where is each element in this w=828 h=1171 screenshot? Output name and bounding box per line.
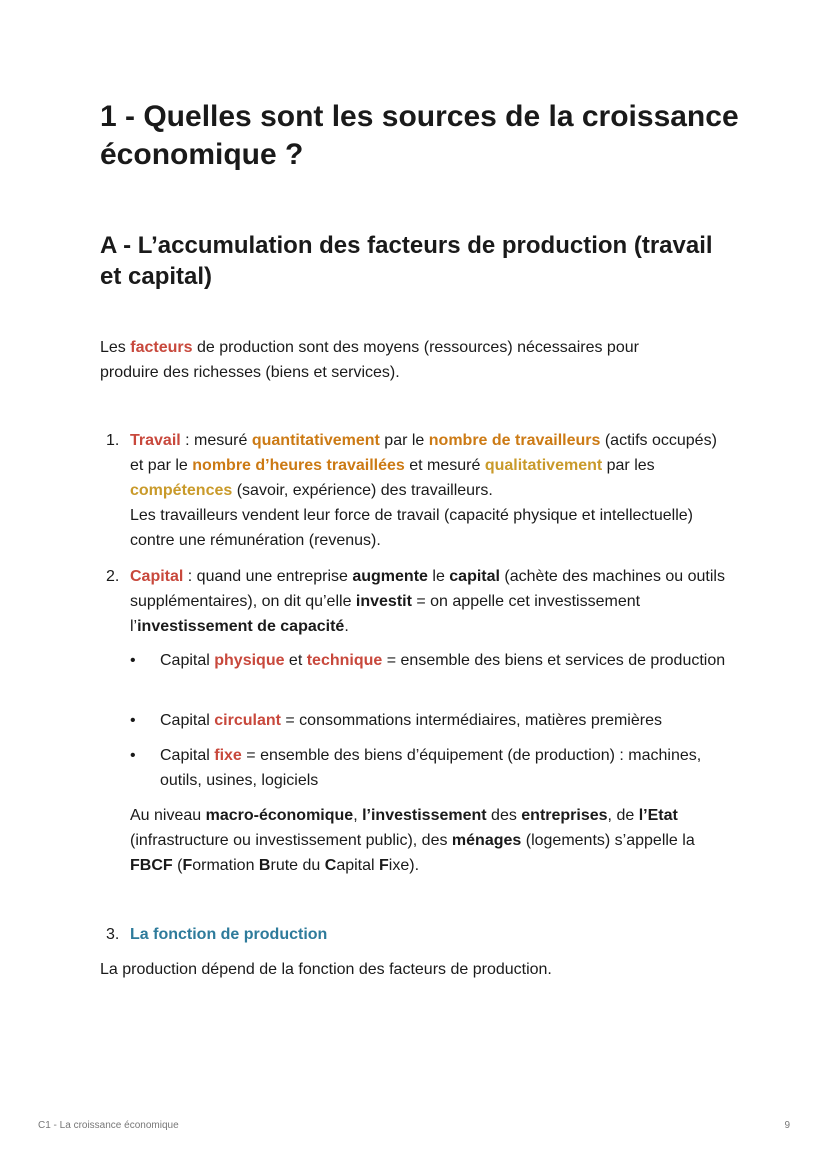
term-facteurs: facteurs bbox=[130, 339, 193, 356]
list-number: 1. bbox=[106, 432, 120, 449]
list-number: 3. bbox=[106, 926, 120, 943]
macro-paragraph: Au niveau macro-économique, l’investissement des entreprises, de l’Etat (infrastructure ou investissement public), des ménages (logements) s’appelle la FBCF (Formation Brute du Capital Fixe). bbox=[130, 807, 695, 874]
section-heading-a: A - L’accumulation des facteurs de production (travail et capital) bbox=[100, 232, 713, 290]
list-number: 2. bbox=[106, 568, 120, 585]
capital-paragraph: Capital : quand une entreprise augmente le capital (achète des machines ou outils supplémentaires), on dit qu’elle investit = on appelle cet investissement l’investissement de capacité. bbox=[130, 568, 725, 635]
footer-page-number: 9 bbox=[784, 1120, 790, 1131]
bullet-dot: • bbox=[130, 652, 136, 669]
fonction-production-text: La production dépend de la fonction des facteurs de production. bbox=[100, 961, 552, 978]
travail-paragraph: Travail : mesuré quantitativement par le nombre de travailleurs (actifs occupés) et par le nombre d’heures travaillées et mesuré qualitativement par les compétences (savoir, expérience) des travailleurs. bbox=[130, 432, 717, 499]
fonction-production-heading: La fonction de production bbox=[130, 926, 328, 943]
footer-title: C1 - La croissance économique bbox=[38, 1120, 179, 1131]
page-title: 1 - Quelles sont les sources de la croissance économique ? bbox=[100, 100, 739, 171]
travail-paragraph-2: Les travailleurs vendent leur force de travail (capacité physique et intellectuelle) contre une rémunération (revenus). bbox=[130, 507, 693, 549]
bullet-dot: • bbox=[130, 747, 136, 764]
intro-paragraph: Les facteurs de production sont des moyens (ressources) nécessaires pour produire des richesses (biens et services). bbox=[100, 339, 639, 381]
bullet-dot: • bbox=[130, 712, 136, 729]
